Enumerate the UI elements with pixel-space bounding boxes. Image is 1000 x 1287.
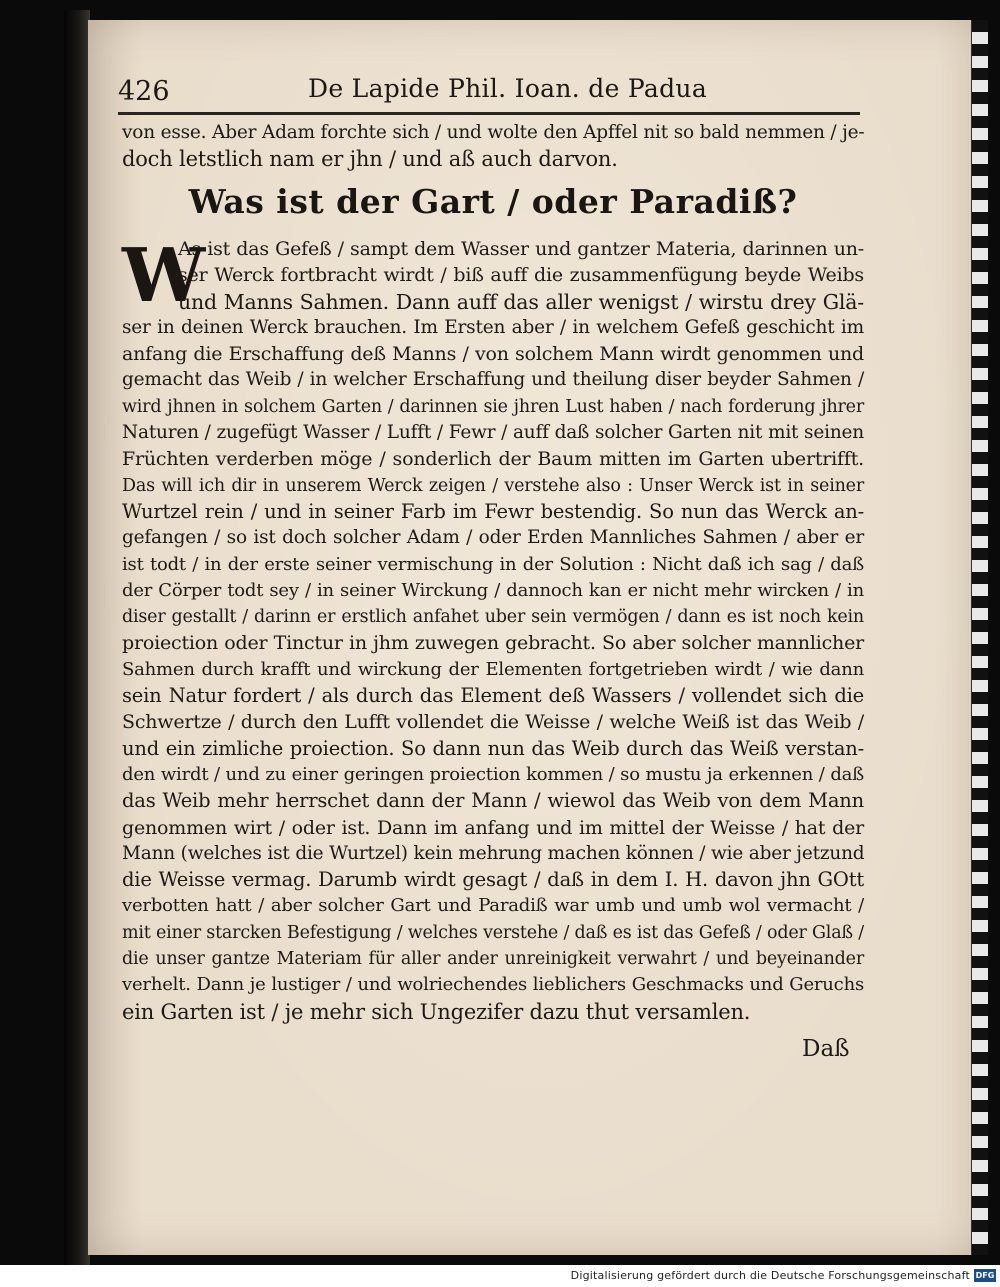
text-line: Mann (welches ist die Wurtzel) kein mehrung machen können / wie aber jetzund [122,842,865,864]
text-line: Wurtzel rein / und in seiner Farb im Fewr bestendig. So nun das Werck an- [122,499,864,523]
text-line: und Manns Sahmen. Dann auff das aller wenigst / wirstu drey Glä- [178,289,864,314]
book-binding-edge [64,10,90,1265]
catchword: Daß [802,1036,850,1062]
text-line: diser gestallt / darinn er erstlich anfahet uber sein vermögen / dann es ist noch kein [122,607,864,628]
drop-initial: W [122,233,206,319]
digitization-footer [0,1265,1000,1287]
text-line: proiection oder Tinctur in jhm zuwegen gebracht. So aber solcher mannlicher [122,632,864,655]
text-line: As ist das Gefeß / sampt dem Wasser und gantzer Materia, darinnen un- [178,238,864,260]
header-rule [118,112,860,115]
text-line: Sahmen durch krafft und wirckung der Elementen fortgetrieben wirdt / wie dann [122,658,864,680]
text-line: Das will ich dir in unserem Werck zeigen / verstehe also : Unser Werck ist in seiner [122,475,864,496]
text-line: Schwertze / durch den Lufft vollendet die Weisse / welche Weiß ist das Weib / [122,711,864,734]
text-line: wird jhnen in solchem Garten / darinnen sie jhren Lust haben / nach forderung jhrer [122,396,864,417]
dfg-logo: DFG [975,1271,995,1280]
text-line: ist todt / in der erste seiner vermischung in der Solution : Nicht daß ich sag / daß [122,553,864,575]
running-head: De Lapide Phil. Ioan. de Padua [308,74,708,103]
section-heading: Was ist der Gart / oder Paradiß? [188,182,798,221]
continuation-text [122,120,864,173]
text-line: von esse. Aber Adam forchte sich / und wolte den Apffel nit so bald nemmen / je- [122,122,865,143]
text-line: gemacht das Weib / in welcher Erschaffung und theilung diser beyder Sahmen / [122,369,864,391]
text-line: den wirdt / und zu einer geringen proiection kommen / so mustu ja erkennen / daß [122,763,864,785]
text-line: ser Werck fortbracht wirdt / biß auff die zusammenfügung beyde Weibs [178,264,864,287]
text-line: und ein zimliche proiection. So dann nun das Weib durch das Weiß verstan- [122,736,864,760]
text-line: doch letstlich nam er jhn / und aß auch darvon. [122,147,618,172]
text-line: die unser gantze Materiam für aller ander unreinigkeit verwahrt / und beyeinander [122,949,864,970]
text-line: Naturen / zugefügt Wasser / Lufft / Fewr / auff daß solcher Garten nit mit seinen [122,422,864,444]
text-line: gefangen / so ist doch solcher Adam / oder Erden Mannliches Sahmen / aber er [122,527,864,549]
text-line: verhelt. Dann je lustiger / und wolriechendes lieblichers Geschmacks und Geruchs [122,974,864,996]
text-line: die Weisse vermag. Darumb wirdt gesagt / daß in dem I. H. davon jhn GOtt [122,868,864,892]
page-header [118,62,858,110]
text-line: der Cörper todt sey / in seiner Wirckung / dannoch kan er nicht mehr wircken / in [122,579,864,601]
body-paragraph [122,233,865,1025]
funding-credit: Digitalisierung gefördert durch die Deutsche Forschungsgemeinschaft [570,1269,970,1282]
text-line: ein Garten ist / je mehr sich Ungezifer dazu thut versamlen. [122,999,751,1024]
text-line: mit einer starcken Befestigung / welches verstehe / daß es ist das Gefeß / oder Glaß / [122,922,864,943]
text-line: Früchten verderben möge / sonderlich der Baum mitten im Garten ubertrifft. [122,448,864,471]
text-line: anfang die Erschaffung deß Manns / von solchem Mann wirdt genommen und [122,343,864,366]
page-number: 426 [118,76,170,107]
text-line: ser in deinen Werck brauchen. Im Ersten aber / in welchem Gefeß geschicht im [122,316,864,338]
text-line: das Weib mehr herrschet dann der Mann / wiewol das Weib von dem Mann [122,789,864,813]
text-line: sein Natur fordert / als durch das Element deß Wassers / vollendet sich die [122,684,864,708]
color-scale-strip [971,20,988,1255]
text-line: verbotten hatt / aber solcher Gart und Paradiß war umb und umb wol vermacht / [122,895,864,917]
text-line: genommen wirt / oder ist. Dann im anfang und im mittel der Weisse / hat der [122,816,864,839]
